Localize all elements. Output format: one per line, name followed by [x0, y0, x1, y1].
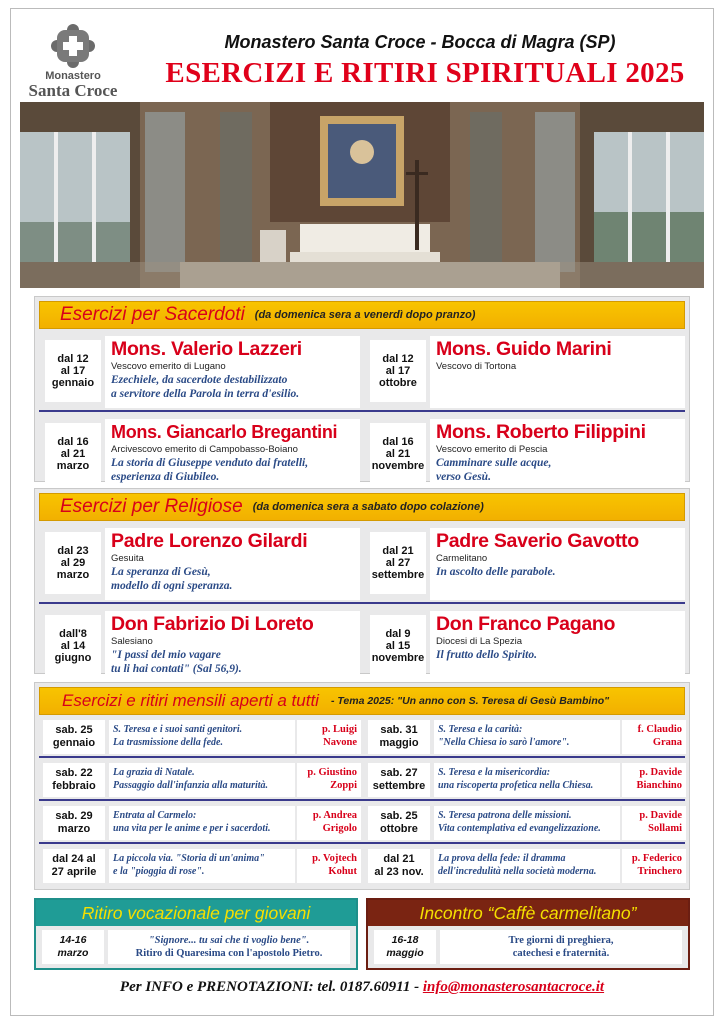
retreat-date: dal 16 al 21 novembre [370, 423, 426, 485]
box-title: Incontro “Caffè carmelitano” [368, 900, 688, 926]
retreat-card [39, 417, 360, 491]
retreat-date: dal 12 al 17 ottobre [370, 340, 426, 402]
preacher-role: Carmelitano [436, 553, 488, 564]
monthly-preacher: p. Andrea Grigolo [297, 806, 361, 840]
monthly-preacher: f. Claudio Grana [622, 720, 686, 754]
footer-text: Per INFO e PRENOTAZIONI: tel. 0187.60911 - [119, 979, 423, 995]
preacher-name: Don Franco Pagano [436, 613, 616, 635]
section-mensili [34, 682, 690, 890]
monthly-row [39, 718, 360, 756]
monthly-preacher: p. Giustino Zoppi [297, 763, 361, 797]
monthly-theme: La prova della fede: il dramma dell'incredulità nella società moderna. [434, 849, 620, 883]
monthly-theme: S. Teresa e la carità: "Nella Chiesa io sarò l'amore". [434, 720, 620, 754]
preacher-name: Don Fabrizio Di Loreto [111, 613, 314, 635]
email-link[interactable]: info@monasterosantacroce.it [422, 979, 605, 995]
retreat-date: dal 9 al 15 novembre [370, 615, 426, 677]
box-date: 16-18 maggio [374, 930, 436, 964]
monthly-date: sab. 22 febbraio [43, 763, 105, 797]
retreat-card [39, 334, 360, 408]
box-title: Ritiro vocazionale per giovani [36, 900, 356, 926]
section-note: (da domenica sera a venerdì dopo pranzo) [254, 309, 476, 321]
retreat-theme: La speranza di Gesù, modello di ogni speranza. [111, 566, 233, 592]
monthly-row [364, 718, 685, 756]
preacher-role: Vescovo emerito di Lugano [111, 361, 226, 372]
monthly-date: sab. 31 maggio [368, 720, 430, 754]
monthly-row [364, 761, 685, 799]
retreat-date: dall'8 al 14 giugno [45, 615, 101, 677]
monthly-preacher: p. Luigi Navone [297, 720, 361, 754]
monthly-date: dal 21 al 23 nov. [368, 849, 430, 883]
preacher-name: Mons. Roberto Filippini [436, 421, 646, 443]
chapel-photo [20, 102, 704, 288]
monthly-row [364, 847, 685, 885]
logo-line1: Monastero [45, 70, 101, 82]
preacher-name: Padre Saverio Gavotto [436, 530, 639, 552]
retreat-date: dal 16 al 21 marzo [45, 423, 101, 485]
monthly-row [39, 847, 360, 885]
preacher-role: Vescovo di Tortona [436, 361, 517, 372]
monthly-theme: La piccola via. "Storia di un'anima" e la "pioggia di rose". [109, 849, 295, 883]
section-note: (da domenica sera a sabato dopo colazione) [252, 501, 484, 513]
box-text: "Signore... tu sai che ti voglio bene". Ritiro di Quaresima con l'apostolo Pietro. [108, 930, 350, 964]
retreat-card [364, 417, 685, 491]
section-title: Esercizi per Sacerdoti [60, 304, 245, 325]
retreat-card [364, 609, 685, 683]
monthly-date: sab. 25 ottobre [368, 806, 430, 840]
retreat-card [364, 526, 685, 600]
monthly-preacher: p. Davide Bianchino [622, 763, 686, 797]
section-sacerdoti [34, 296, 690, 482]
preacher-name: Padre Lorenzo Gilardi [111, 530, 308, 552]
box-caffe [366, 898, 690, 970]
section-header [39, 301, 685, 329]
logo-line2: Santa Croce [28, 81, 118, 100]
footer-contact [20, 979, 704, 996]
section-title: Esercizi e ritiri mensili aperti a tutti [62, 691, 319, 710]
preacher-role: Salesiano [111, 636, 153, 647]
monthly-theme: S. Teresa e la misericordia: una riscoperta profetica nella Chiesa. [434, 763, 620, 797]
section-title: Esercizi per Religiose [60, 496, 243, 517]
monthly-row [364, 804, 685, 842]
retreat-theme: Camminare sulle acque, verso Gesù. [436, 457, 552, 483]
preacher-role: Vescovo emerito di Pescia [436, 444, 548, 455]
monthly-date: sab. 25 gennaio [43, 720, 105, 754]
page-title: ESERCIZI E RITIRI SPIRITUALI 2025 [165, 57, 685, 89]
header-subtitle: Monastero Santa Croce - Bocca di Magra (SP) [224, 32, 616, 52]
box-date: 14-16 marzo [42, 930, 104, 964]
retreat-theme: "I passi del mio vagare tu li hai contati" (Sal 56,9). [111, 649, 242, 675]
section-header [39, 687, 685, 715]
monthly-theme: Entrata al Carmelo: una vita per le anime e per i sacerdoti. [109, 806, 295, 840]
cross-logo-icon [51, 24, 95, 68]
logo [28, 24, 118, 99]
monthly-theme: S. Teresa patrona delle missioni. Vita contemplativa ed evangelizzazione. [434, 806, 620, 840]
monthly-preacher: p. Federico Trinchero [622, 849, 686, 883]
retreat-theme: In ascolto delle parabole. [436, 566, 556, 578]
monthly-date: dal 24 al 27 aprile [43, 849, 105, 883]
section-header [39, 493, 685, 521]
monthly-theme: La grazia di Natale. Passaggio dall'infanzia alla maturità. [109, 763, 295, 797]
monthly-row [39, 804, 360, 842]
retreat-theme: La storia di Giuseppe venduto dai fratelli, esperienza di Giubileo. [111, 457, 309, 483]
retreat-card [39, 526, 360, 600]
monthly-preacher: p. Vojtech Kohut [297, 849, 361, 883]
section-tema: - Tema 2025: "Un anno con S. Teresa di Gesù Bambino" [330, 695, 610, 707]
preacher-role: Gesuita [111, 553, 144, 564]
preacher-name: Mons. Guido Marini [436, 338, 612, 360]
retreat-theme: Il frutto dello Spirito. [436, 649, 537, 661]
monthly-preacher: p. Davide Sollami [622, 806, 686, 840]
retreat-card [364, 334, 685, 408]
box-text: Tre giorni di preghiera, catechesi e fraternità. [440, 930, 682, 964]
retreat-theme: Ezechiele, da sacerdote destabilizzato a servitore della Parola in terra d'esilio. [111, 374, 300, 400]
retreat-date: dal 21 al 27 settembre [370, 532, 426, 594]
preacher-role: Arcivescovo emerito di Campobasso-Boiano [111, 444, 298, 455]
monthly-date: sab. 27 settembre [368, 763, 430, 797]
preacher-role: Diocesi di La Spezia [436, 636, 523, 647]
retreat-date: dal 12 al 17 gennaio [45, 340, 101, 402]
retreat-date: dal 23 al 29 marzo [45, 532, 101, 594]
section-religiose [34, 488, 690, 674]
preacher-name: Mons. Giancarlo Bregantini [111, 422, 338, 442]
monthly-theme: S. Teresa e i suoi santi genitori. La trasmissione della fede. [109, 720, 295, 754]
retreat-card [39, 609, 360, 683]
box-giovani [34, 898, 358, 970]
monthly-row [39, 761, 360, 799]
preacher-name: Mons. Valerio Lazzeri [111, 338, 302, 360]
monthly-date: sab. 29 marzo [43, 806, 105, 840]
